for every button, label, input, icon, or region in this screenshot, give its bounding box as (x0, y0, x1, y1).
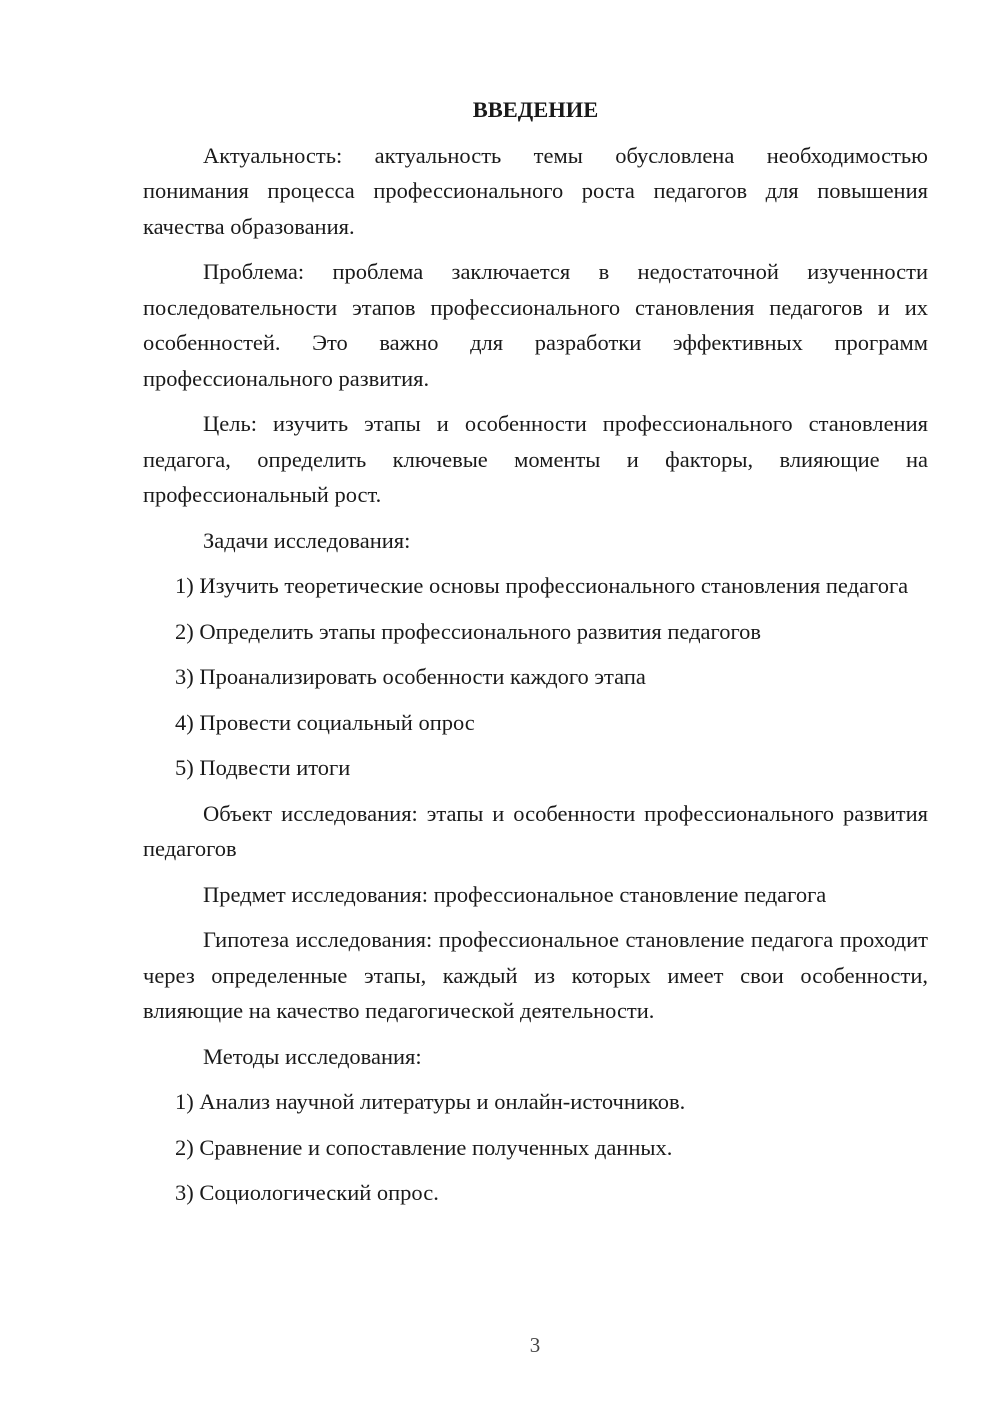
task-item: 4) Провести социальный опрос (175, 709, 475, 735)
task-item: 2) Определить этапы профессионального развития педагогов (175, 618, 761, 644)
goal-paragraph: Цель: изучить этапы и особенности профессионального становления педагога, определить ключевые моменты и факторы, влияющие на профессиональный рост. (143, 411, 928, 507)
task-item: 5) Подвести итоги (175, 755, 351, 780)
hypothesis-paragraph: Гипотеза исследования: профессиональное становление педагога проходит через определенные этапы, каждый из которых имеет свои особенности, влияющие на качество педагогической деятельности. (143, 927, 928, 1023)
method-item: 2) Сравнение и сопоставление полученных данных. (175, 1134, 673, 1160)
relevance-paragraph: Актуальность: актуальность темы обусловлена необходимостью понимания процесса профессионального роста педагогов для повышения качества образования. (143, 142, 928, 239)
task-item: 3) Проанализировать особенности каждого этапа (175, 664, 646, 689)
object-paragraph: Объект исследования: этапы и особенности профессионального развития педагогов (143, 800, 928, 861)
method-item: 1) Анализ научной литературы и онлайн-источников. (175, 1089, 686, 1114)
task-item: 1) Изучить теоретические основы профессионального становления педагога (175, 573, 909, 598)
page-number: 3 (529, 1333, 541, 1357)
page-content (143, 92, 928, 1221)
subject-paragraph: Предмет исследования: профессиональное становление педагога (203, 881, 827, 907)
section-title: ВВЕДЕНИЕ (472, 97, 599, 122)
method-item: 3) Социологический опрос. (175, 1180, 439, 1205)
problem-paragraph: Проблема: проблема заключается в недостаточной изученности последовательности этапов профессионального становления педагогов и их особенностей. Это важно для разработки эффективных программ профессионального развития. (143, 259, 928, 391)
methods-heading: Методы исследования: (203, 1043, 422, 1069)
tasks-heading: Задачи исследования: (203, 527, 411, 553)
